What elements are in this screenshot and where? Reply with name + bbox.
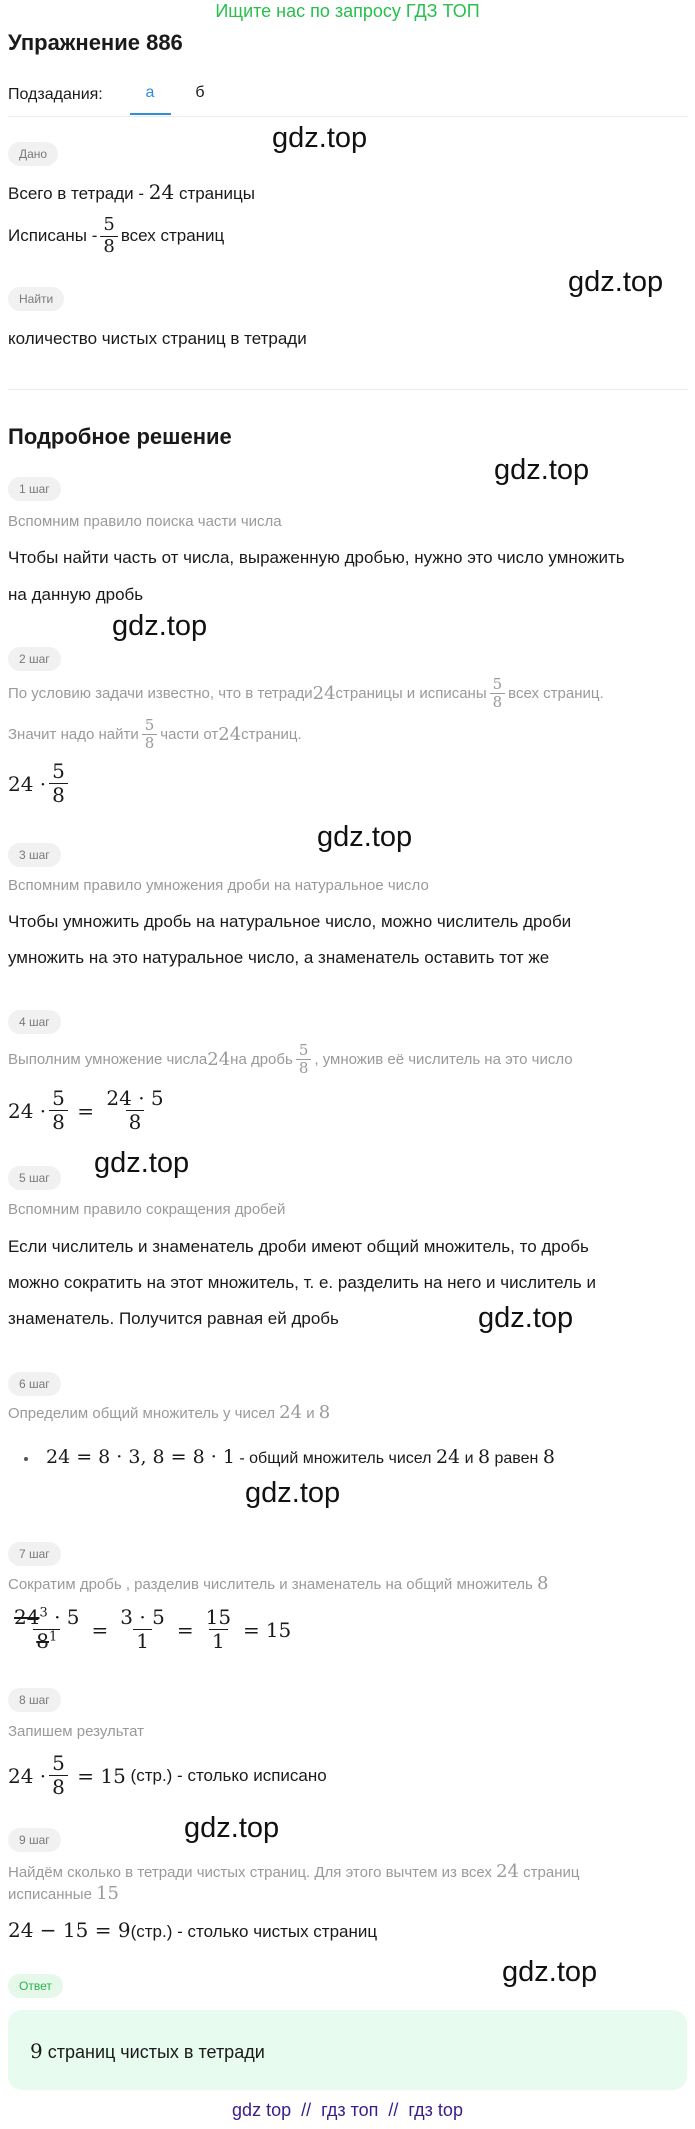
step-5-text-line-1: Если числитель и знаменатель дроби имеют общий множитель, то дробь [8, 1237, 589, 1256]
step-4-hint [8, 1042, 573, 1078]
solution-heading: Подробное решение [8, 424, 232, 449]
step-9-hint2-a: исписанные [8, 1886, 97, 1903]
step-9-hint-a: Найдём сколько в тетради чистых страниц. Для этого вычтем из всех [8, 1864, 497, 1881]
fraction-denominator: 8 [100, 236, 117, 258]
given-line-2-text: Исписаны - [8, 226, 98, 246]
fraction-numerator: 5 [103, 214, 115, 235]
fraction-numerator: 5 [492, 675, 503, 693]
crossed-24: 24 [14, 1605, 40, 1629]
step-8-expr-a: 24 · [8, 1763, 47, 1788]
step-7-fraction-2 [117, 1606, 168, 1653]
step-6-bullet [24, 1446, 555, 1468]
step-4-hint-number: 24 [207, 1048, 231, 1070]
step-4-chip: 4 шаг [8, 1010, 61, 1034]
watermark: gdz.top [494, 454, 590, 486]
fraction-numerator: 5 [52, 759, 65, 783]
equals-sign: = [91, 1617, 109, 1642]
step-2-hint-c: всех страниц. [508, 684, 604, 702]
watermark: gdz.top [568, 266, 664, 298]
step-2-hint-number: 24 [312, 682, 336, 704]
step-6-bullet-text: - общий множитель чисел [234, 1450, 436, 1467]
step-2-expression [8, 760, 71, 807]
step-5-text-line-2: можно сократить на этот множитель, т. е. разделить на него и числитель и [8, 1273, 596, 1292]
step-2-hint2-b: части от [160, 725, 219, 743]
step-9-hint-line-2 [8, 1884, 119, 1905]
step-5-hint: Вспомним правило сокращения дробей [8, 1201, 286, 1218]
given-line-2-tail: всех страниц [120, 226, 225, 246]
times-5: · 5 [47, 1605, 80, 1629]
step-2-hint2-number: 24 [218, 723, 242, 745]
watermark: gdz.top [502, 1956, 598, 1988]
fraction-numerator: 15 [205, 1605, 232, 1629]
fraction-denominator [33, 1629, 60, 1653]
step-6-bullet-n1: 24 [435, 1446, 461, 1468]
watermark: gdz.top [317, 821, 413, 853]
step-2-hint-line-1 [8, 676, 604, 712]
watermark: gdz.top [184, 1812, 280, 1844]
step-6-hint-a: Определим общий множитель у чисел [8, 1405, 280, 1422]
fraction-denominator: 8 [126, 1110, 145, 1134]
step-4-hint-b: на дробь [230, 1050, 293, 1068]
step-6-bullet-math: 24 = 8 · 3, 8 = 8 · 1 [46, 1446, 235, 1468]
fraction-denominator: 8 [49, 1110, 68, 1134]
step-7-hint [8, 1574, 548, 1595]
step-1-chip: 1 шаг [8, 477, 61, 501]
step-2-hint2-c: страниц. [241, 725, 302, 743]
given-pages-number: 24 [148, 180, 175, 204]
step-2-hint-fraction [490, 676, 506, 712]
fraction-denominator: 1 [209, 1629, 228, 1653]
tab-subtask-b[interactable]: б [195, 84, 205, 101]
given-chip: Дано [8, 142, 58, 166]
step-7-fraction-1 [11, 1606, 83, 1653]
step-2-chip: 2 шаг [8, 647, 61, 671]
step-6-bullet-n2: 8 [477, 1446, 491, 1468]
step-9-expression [8, 1918, 377, 1942]
step-4-rhs-fraction [103, 1087, 166, 1134]
step-2-hint2-fraction [142, 717, 158, 753]
watermark: gdz.top [112, 610, 208, 642]
step-6-bullet-and: и [460, 1450, 478, 1467]
equals-sign: = [243, 1617, 260, 1642]
step-6-hint [8, 1403, 330, 1424]
step-8-fraction [49, 1752, 68, 1799]
step-8-expr-b: = 15 [70, 1763, 126, 1788]
fraction-denominator: 8 [490, 693, 506, 711]
fraction-denominator: 8 [142, 734, 158, 752]
answer-number: 9 [30, 2039, 43, 2063]
step-9-chip: 9 шаг [8, 1828, 61, 1852]
fraction-numerator: 5 [52, 1086, 65, 1110]
equals-sign: = [70, 1098, 101, 1123]
step-7-fraction-3 [203, 1606, 234, 1653]
step-6-chip: 6 шаг [8, 1372, 61, 1396]
step-6-bullet-n3: 8 [542, 1446, 555, 1468]
page-title: Упражнение 886 [8, 30, 183, 55]
fraction-numerator: 5 [52, 1751, 65, 1775]
sup-1: 1 [48, 1629, 58, 1645]
step-7-expression [8, 1606, 291, 1653]
step-1-text-line-2: на данную дробь [8, 585, 144, 604]
given-line-1-text: Всего в тетради - [8, 184, 149, 203]
step-8-tail: (стр.) - столько исписано [125, 1765, 327, 1785]
step-3-text-line-2: умножить на это натуральное число, а знаменатель оставить тот же [8, 948, 550, 967]
step-9-expr: 24 − 15 = 9 [8, 1918, 131, 1942]
find-chip: Найти [8, 287, 64, 311]
step-4-expr-a: 24 · [8, 1098, 47, 1123]
fraction-numerator: 24 · 5 [106, 1086, 164, 1110]
step-8-hint: Запишем результат [8, 1723, 144, 1740]
active-tab-indicator [130, 113, 171, 115]
step-7-hint-number: 8 [536, 1573, 549, 1594]
step-2-hint2-a: Значит надо найти [8, 725, 139, 743]
step-2-hint-line-2 [8, 717, 302, 753]
step-3-chip: 3 шаг [8, 843, 61, 867]
fraction-numerator: 5 [298, 1041, 309, 1059]
step-9-hint-b: страниц [519, 1864, 580, 1881]
footer-links[interactable]: gdz top // гдз топ // гдз top [232, 2100, 463, 2120]
step-5-chip: 5 шаг [8, 1166, 61, 1190]
step-7-chip: 7 шаг [8, 1542, 61, 1566]
given-line-2 [8, 215, 224, 257]
step-6-hint-n1: 24 [279, 1402, 303, 1423]
fraction-denominator: 8 [49, 1775, 68, 1799]
step-5-text-line-3: знаменатель. Получится равная ей дробь [8, 1309, 339, 1328]
step-1-hint: Вспомним правило поиска части числа [8, 513, 282, 530]
watermark: gdz.top [272, 122, 368, 154]
fraction-denominator: 8 [49, 783, 68, 807]
answer-text [30, 2039, 265, 2063]
fraction-denominator: 8 [296, 1059, 312, 1077]
step-3-text-line-1: Чтобы умножить дробь на натуральное число, можно числитель дроби [8, 912, 572, 931]
step-3-hint: Вспомним правило умножения дроби на натуральное число [8, 877, 429, 894]
step-8-expression [8, 1752, 327, 1799]
step-6-hint-b: и [302, 1405, 319, 1422]
step-2-expr-fraction [49, 760, 68, 807]
step-4-hint-a: Выполним умножение числа [8, 1050, 208, 1068]
find-text: количество чистых страниц в тетради [8, 329, 307, 348]
step-9-hint-line-1 [8, 1862, 579, 1883]
given-line-1 [8, 181, 255, 205]
watermark: gdz.top [94, 1147, 190, 1179]
bullet-dot [24, 1457, 28, 1461]
given-fraction [100, 215, 117, 257]
subtasks-label: Подзадания: [8, 86, 103, 103]
equals-sign: = [176, 1617, 194, 1642]
step-2-expr-a: 24 · [8, 771, 47, 796]
fraction-denominator: 1 [133, 1629, 152, 1653]
tab-subtask-a[interactable]: а [145, 84, 155, 101]
step-9-tail: (стр.) - столько чистых страниц [130, 1922, 378, 1941]
step-2-hint-b: страницы и исписаны [335, 684, 487, 702]
step-6-hint-n2: 8 [318, 1402, 331, 1423]
top-banner[interactable]: Ищите нас по запросу ГДЗ ТОП [215, 1, 480, 21]
step-4-hint-fraction [296, 1042, 312, 1078]
step-4-expression [8, 1087, 170, 1134]
answer-label: страниц чистых в тетради [42, 2042, 265, 2062]
step-2-hint-a: По условию задачи известно, что в тетради [8, 684, 313, 702]
step-4-hint-c: , умножив её числитель на это число [314, 1050, 573, 1068]
divider [8, 116, 688, 117]
fraction-numerator: 5 [144, 716, 155, 734]
step-6-bullet-tail: равен [490, 1450, 543, 1467]
fraction-numerator: 3 · 5 [120, 1605, 165, 1629]
crossed-8: 8 [36, 1629, 49, 1653]
step-1-text-line-1: Чтобы найти часть от числа, выраженную дробью, нужно это число умножить [8, 548, 625, 567]
watermark: gdz.top [478, 1302, 574, 1334]
given-line-1-tail: страницы [174, 184, 255, 203]
watermark: gdz.top [245, 1477, 341, 1509]
step-7-hint-a: Сократим дробь , разделив числитель и знаменатель на общий множитель [8, 1576, 537, 1593]
sup-3: 3 [39, 1605, 48, 1621]
answer-chip: Ответ [8, 1974, 63, 1998]
step-4-lhs-fraction [49, 1087, 68, 1134]
divider [8, 389, 688, 390]
step-9-hint2-number: 15 [96, 1883, 119, 1904]
step-7-result: 15 [265, 1617, 292, 1642]
step-8-chip: 8 шаг [8, 1688, 61, 1712]
step-9-hint-number: 24 [496, 1861, 519, 1882]
fraction-numerator [11, 1606, 83, 1629]
